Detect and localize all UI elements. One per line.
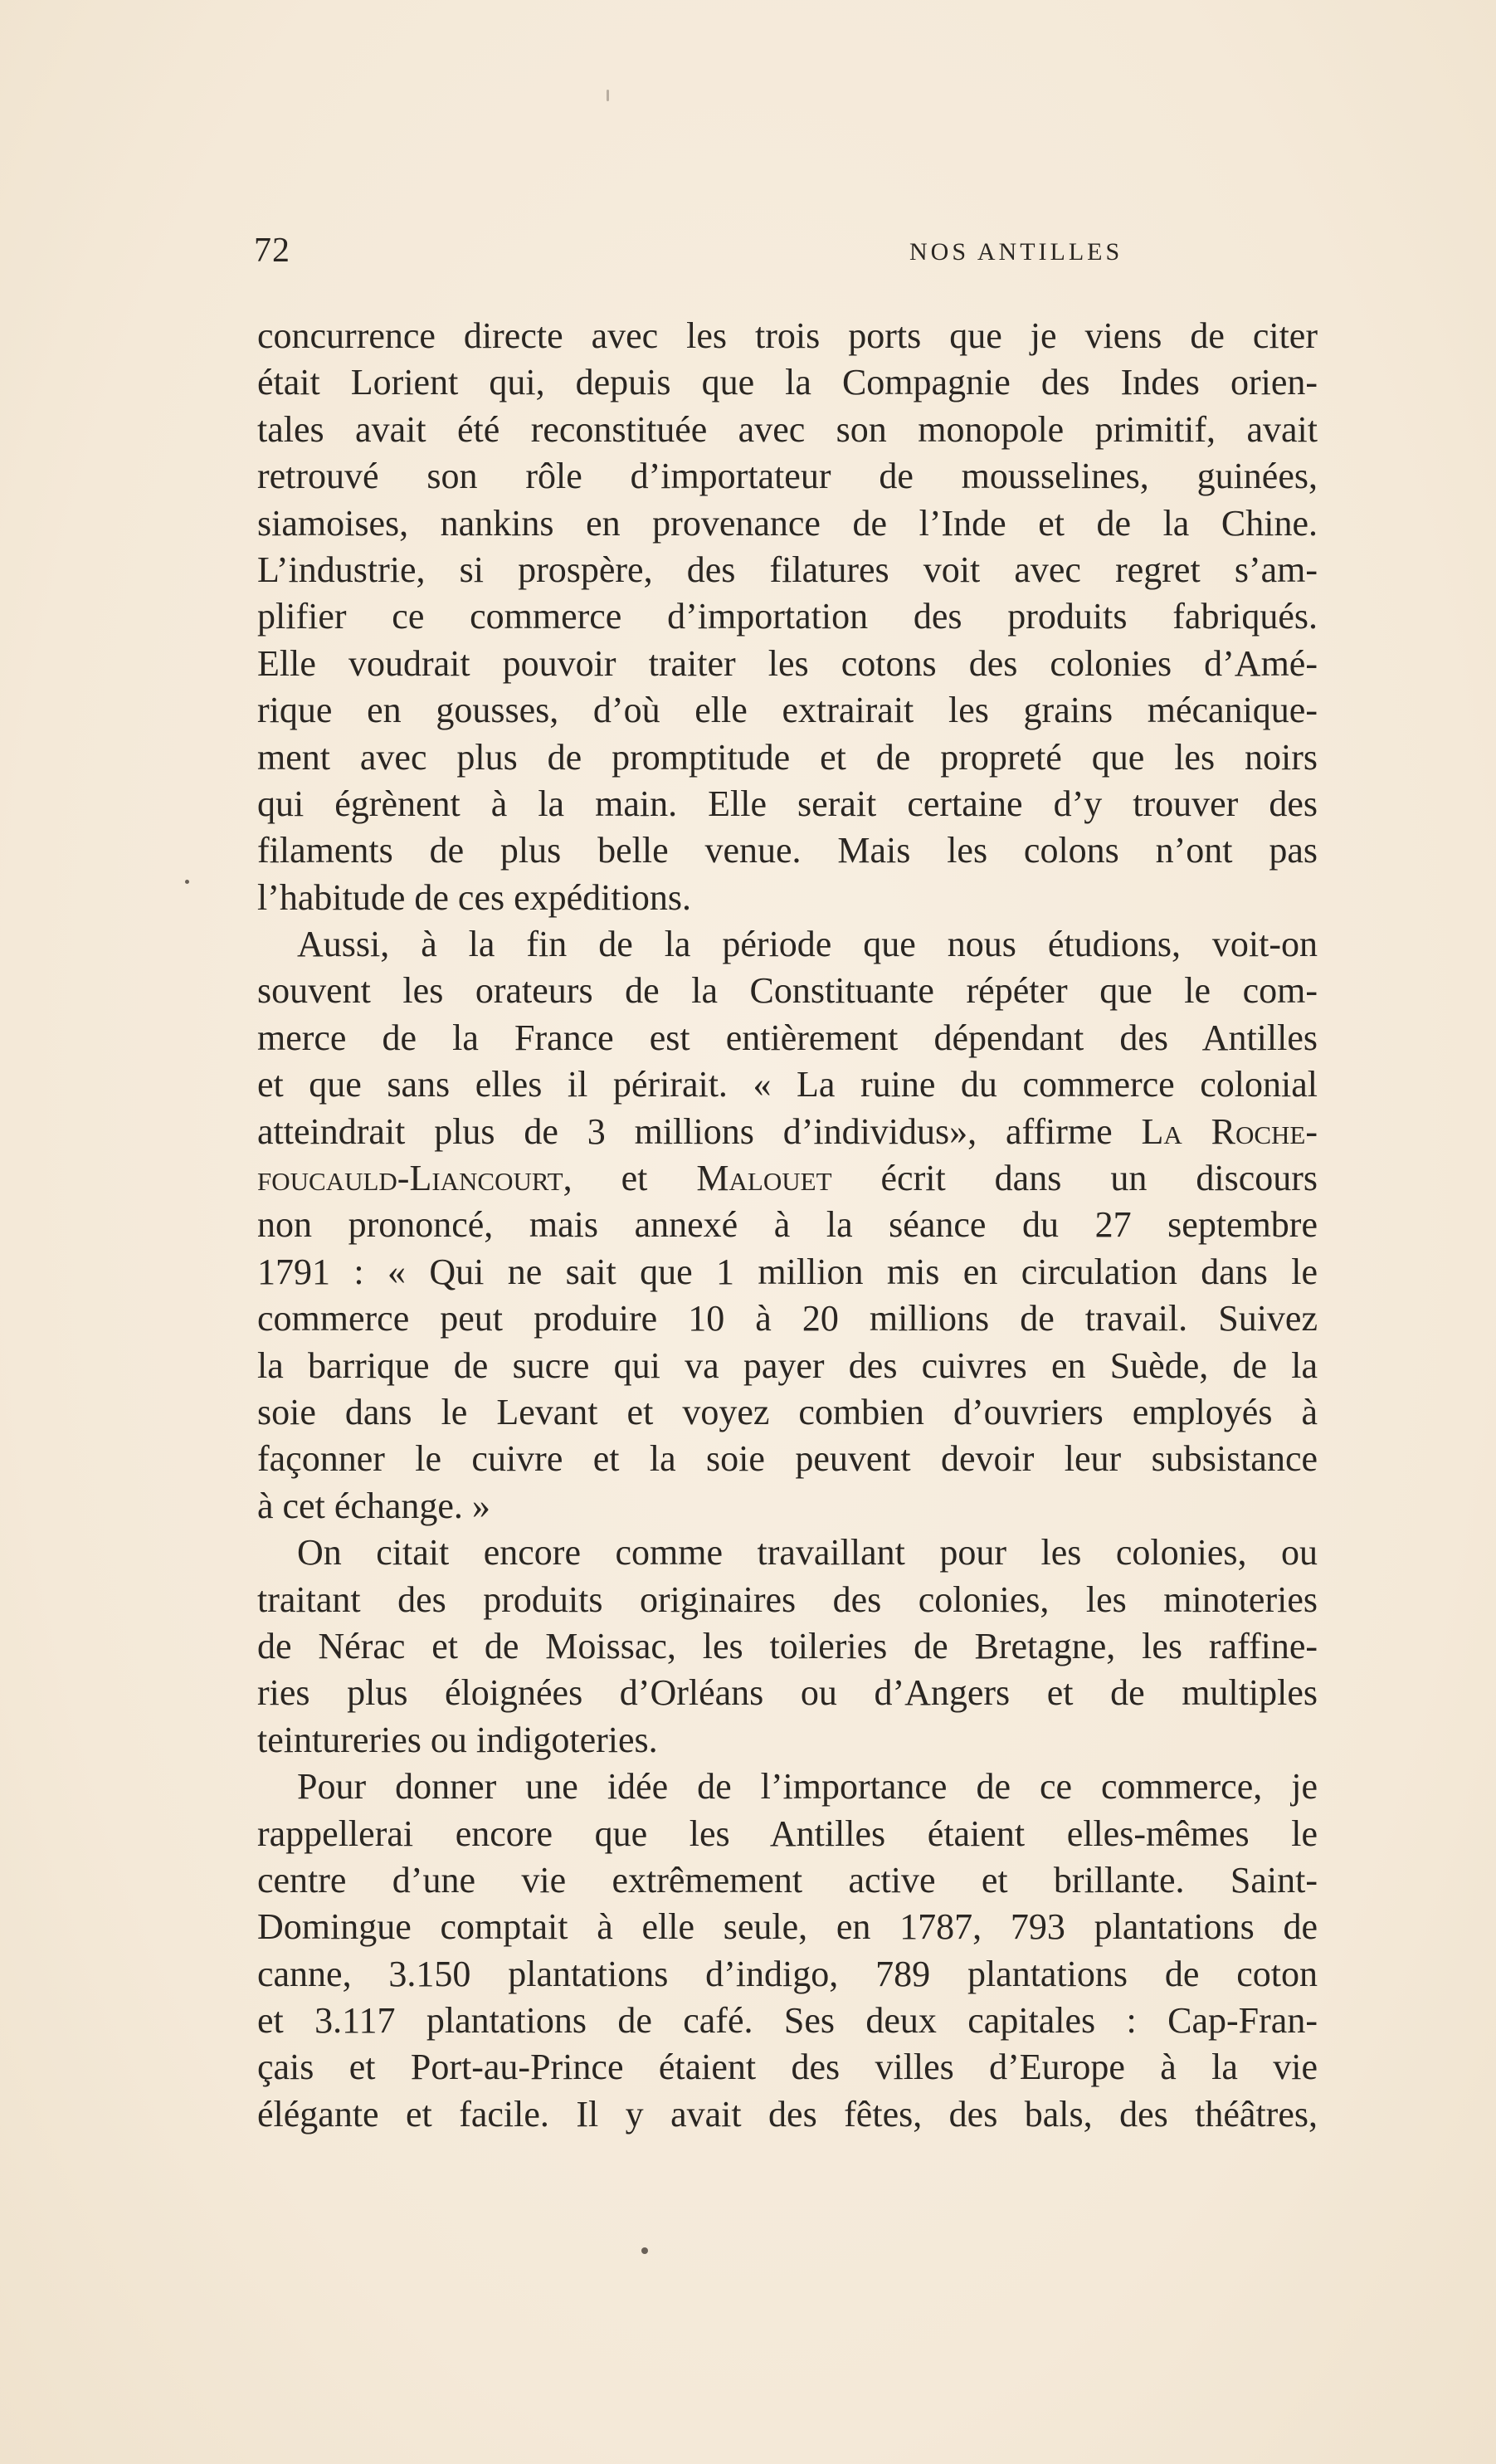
text-line: çais et Port-au-Prince étaient des villes d’Europe à la vie bbox=[257, 2047, 1318, 2088]
text-line bbox=[257, 1155, 1318, 1202]
text-line: canne, 3.150 plantations d’indigo, 789 plantations de coton bbox=[257, 1953, 1318, 1994]
text-line: siamoises, nankins en provenance de l’Inde et de la Chine. bbox=[257, 502, 1318, 544]
text-line: l’habitude de ces expéditions. bbox=[257, 876, 691, 918]
text-line: traitant des produits originaires des colonies, les minoteries bbox=[257, 1578, 1318, 1620]
text-line: et que sans elles il périrait. « La ruine du commerce colonial bbox=[257, 1064, 1318, 1105]
text-line: rique en gousses, d’où elle extrairait les grains mécanique- bbox=[257, 690, 1318, 731]
scan-speck bbox=[641, 2247, 648, 2254]
text-line: et 3.117 plantations de café. Ses deux capitales : Cap-Fran- bbox=[257, 2000, 1318, 2042]
body-text bbox=[257, 313, 1318, 2138]
text-line: 1791 : « Qui ne sait que 1 million mis en circulation dans le bbox=[257, 1251, 1318, 1292]
text-line: qui égrènent à la main. Elle serait certaine d’y trouver des bbox=[257, 783, 1318, 824]
text-line: filaments de plus belle venue. Mais les colons n’ont pas bbox=[257, 830, 1318, 871]
text-line: souvent les orateurs de la Constituante répéter que le com- bbox=[257, 970, 1318, 1012]
text-line: centre d’une vie extrêmement active et brillante. Saint- bbox=[257, 1859, 1318, 1900]
text-line: Domingue comptait à elle seule, en 1787, 793 plantations de bbox=[257, 1906, 1318, 1948]
author-name-la-rochefoucauld: La Roche- bbox=[1141, 1110, 1318, 1152]
text-line: Elle voudrait pouvoir traiter les cotons des colonies d’Amé- bbox=[257, 642, 1318, 684]
text-line: non prononcé, mais annexé à la séance du 27 septembre bbox=[257, 1204, 1318, 1246]
author-name-liancourt: foucauld-Liancourt bbox=[257, 1158, 563, 1199]
text-line: Aussi, à la fin de la période que nous étudions, voit-on bbox=[297, 924, 1318, 965]
scan-speck bbox=[607, 90, 609, 101]
page-header bbox=[254, 226, 1333, 276]
text-fragment: atteindrait plus de 3 millions d’individus», affirme bbox=[257, 1110, 1142, 1152]
text-line: façonner le cuivre et la soie peuvent devoir leur subsistance bbox=[257, 1438, 1318, 1480]
text-line: merce de la France est entièrement dépendant des Antilles bbox=[257, 1017, 1318, 1058]
text-line: à cet échange. » bbox=[257, 1485, 490, 1526]
text-line: plifier ce commerce d’importation des produits fabriqués. bbox=[257, 596, 1318, 637]
text-line: rappellerai encore que les Antilles étaient elles-mêmes le bbox=[257, 1813, 1318, 1854]
text-line: Pour donner une idée de l’importance de ce commerce, je bbox=[297, 1766, 1318, 1808]
text-line: soie dans le Levant et voyez combien d’ouvriers employés à bbox=[257, 1391, 1318, 1432]
text-line: ries plus éloignées d’Orléans ou d’Angers et de multiples bbox=[257, 1672, 1318, 1714]
text-line: élégante et facile. Il y avait des fêtes, des bals, des théâtres, bbox=[257, 2093, 1318, 2135]
text-line: teintureries ou indigoteries. bbox=[257, 1719, 658, 1760]
text-line: concurrence directe avec les trois ports que je viens de citer bbox=[257, 315, 1318, 356]
text-line: ment avec plus de promptitude et de propreté que les noirs bbox=[257, 736, 1318, 778]
text-line: était Lorient qui, depuis que la Compagnie des Indes orien- bbox=[257, 362, 1318, 403]
text-line: commerce peut produire 10 à 20 millions de travail. Suivez bbox=[257, 1298, 1318, 1339]
text-line: retrouvé son rôle d’importateur de mousselines, guinées, bbox=[257, 456, 1318, 497]
text-fragment: , et bbox=[563, 1158, 697, 1199]
text-line: L’industrie, si prospère, des filatures voit avec regret s’am- bbox=[257, 549, 1318, 590]
text-fragment: écrit dans un discours bbox=[831, 1158, 1318, 1199]
page-number: 72 bbox=[254, 232, 290, 270]
text-line bbox=[257, 1109, 1318, 1155]
scan-speck bbox=[185, 880, 189, 884]
running-title: NOS ANTILLES bbox=[909, 238, 1123, 266]
text-line: de Nérac et de Moissac, les toileries de Bretagne, les raffine- bbox=[257, 1625, 1318, 1666]
text-line: On citait encore comme travaillant pour les colonies, ou bbox=[297, 1532, 1318, 1574]
text-line: tales avait été reconstituée avec son monopole primitif, avait bbox=[257, 408, 1318, 450]
text-line: la barrique de sucre qui va payer des cuivres en Suède, de la bbox=[257, 1344, 1318, 1386]
author-name-malouet: Malouet bbox=[696, 1158, 832, 1199]
